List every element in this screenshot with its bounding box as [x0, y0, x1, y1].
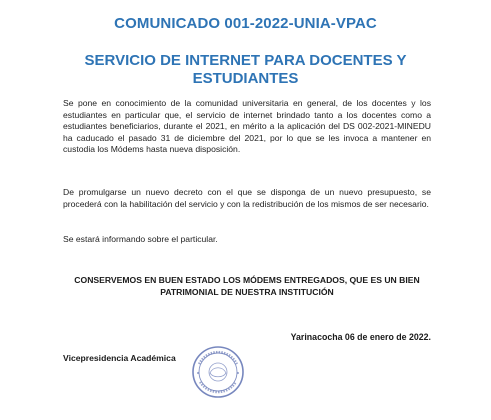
- paragraph-2: De promulgarse un nuevo decreto con el que se disponga de un nuevo presupuesto, se procederá con la habilitación del servicio y con la redistribución de los mismos de ser necesario.: [63, 187, 431, 209]
- paragraph-3: Se estará informando sobre el particular.: [63, 234, 218, 244]
- official-stamp-icon: [190, 344, 246, 400]
- signer-name: Vicepresidencia Académica: [63, 353, 176, 363]
- paragraph-1: Se pone en conocimiento de la comunidad universitaria en general, de los docentes y los estudiantes en particular que, el servicio de internet brindado tanto a los docentes como a estudiantes beneficiarios, durante el 2021, en mérito a la aplicación del DS 002-2021-MINEDU ha caducado el pasado 31 de diciembre del 2021, por lo que se les invoca a mantener en custodia los Módems hasta nueva disposición.: [63, 98, 431, 155]
- date-line: Yarinacocha 06 de enero de 2022.: [290, 332, 431, 342]
- document-subtitle: SERVICIO DE INTERNET PARA DOCENTES Y ESTUDIANTES: [84, 52, 407, 87]
- document-title: COMUNICADO 001-2022-UNIA-VPAC: [114, 15, 377, 32]
- conservation-notice: CONSERVEMOS EN BUEN ESTADO LOS MÓDEMS ENTREGADOS, QUE ES UN BIEN PATRIMONIAL DE NUESTRA INSTITUCIÓN: [74, 275, 420, 297]
